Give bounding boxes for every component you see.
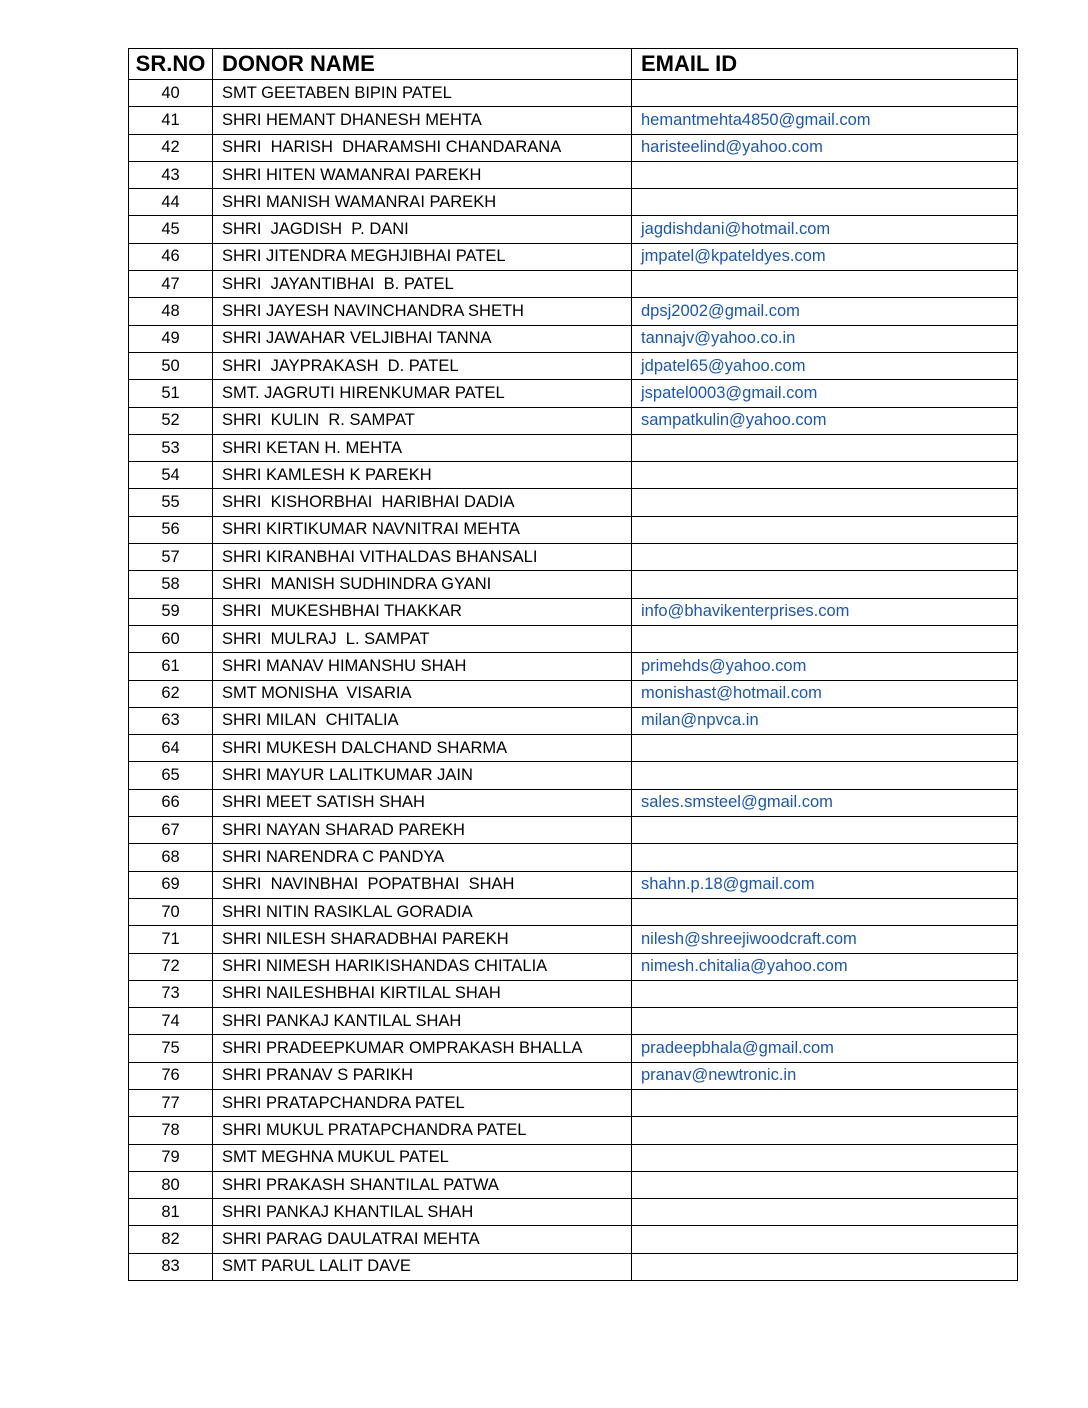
email-cell (632, 1199, 1018, 1226)
sr-no-cell: 81 (129, 1199, 213, 1226)
table-row (129, 325, 1018, 352)
table-row (129, 434, 1018, 461)
sr-no-cell: 47 (129, 271, 213, 298)
donor-name-cell: SMT. JAGRUTI HIRENKUMAR PATEL (213, 380, 632, 407)
email-cell[interactable]: sales.smsteel@gmail.com (632, 789, 1018, 816)
table-row (129, 216, 1018, 243)
donor-name-cell: SHRI PRADEEPKUMAR OMPRAKASH BHALLA (213, 1035, 632, 1062)
donor-name-cell: SHRI MANAV HIMANSHU SHAH (213, 653, 632, 680)
table-row (129, 707, 1018, 734)
email-cell[interactable]: milan@npvca.in (632, 707, 1018, 734)
table-row (129, 1035, 1018, 1062)
email-cell[interactable]: jagdishdani@hotmail.com (632, 216, 1018, 243)
email-cell (632, 980, 1018, 1007)
table-row (129, 680, 1018, 707)
table-row (129, 271, 1018, 298)
table-row (129, 1171, 1018, 1198)
email-cell (632, 817, 1018, 844)
table-row (129, 380, 1018, 407)
email-cell (632, 571, 1018, 598)
email-cell (632, 462, 1018, 489)
sr-no-cell: 78 (129, 1117, 213, 1144)
donor-name-cell: SHRI JITENDRA MEGHJIBHAI PATEL (213, 243, 632, 270)
sr-no-cell: 70 (129, 898, 213, 925)
donor-name-cell: SHRI NAVINBHAI POPATBHAI SHAH (213, 871, 632, 898)
sr-no-cell: 68 (129, 844, 213, 871)
donor-name-cell: SHRI MILAN CHITALIA (213, 707, 632, 734)
sr-no-cell: 67 (129, 817, 213, 844)
sr-no-cell: 62 (129, 680, 213, 707)
email-cell (632, 1008, 1018, 1035)
sr-no-cell: 48 (129, 298, 213, 325)
sr-no-cell: 77 (129, 1089, 213, 1116)
table-row (129, 1062, 1018, 1089)
email-cell (632, 1226, 1018, 1253)
sr-no-cell: 51 (129, 380, 213, 407)
email-cell (632, 80, 1018, 107)
donor-name-cell: SHRI MULRAJ L. SAMPAT (213, 625, 632, 652)
donor-name-cell: SHRI KAMLESH K PAREKH (213, 462, 632, 489)
sr-no-cell: 65 (129, 762, 213, 789)
donor-name-cell: SHRI KISHORBHAI HARIBHAI DADIA (213, 489, 632, 516)
table-row (129, 1144, 1018, 1171)
donor-name-cell: SMT PARUL LALIT DAVE (213, 1253, 632, 1280)
donor-name-cell: SHRI MANISH WAMANRAI PAREKH (213, 189, 632, 216)
table-row (129, 489, 1018, 516)
email-cell[interactable]: pradeepbhala@gmail.com (632, 1035, 1018, 1062)
donor-name-cell: SHRI NARENDRA C PANDYA (213, 844, 632, 871)
donor-name-cell: SMT GEETABEN BIPIN PATEL (213, 80, 632, 107)
donor-name-cell: SHRI NIMESH HARIKISHANDAS CHITALIA (213, 953, 632, 980)
donor-name-cell: SMT MEGHNA MUKUL PATEL (213, 1144, 632, 1171)
email-cell[interactable]: haristeelind@yahoo.com (632, 134, 1018, 161)
donor-name-cell: SHRI KETAN H. MEHTA (213, 434, 632, 461)
email-cell[interactable]: tannajv@yahoo.co.in (632, 325, 1018, 352)
sr-no-cell: 73 (129, 980, 213, 1007)
sr-no-cell: 56 (129, 516, 213, 543)
email-cell (632, 1089, 1018, 1116)
donor-name-cell: SHRI KIRTIKUMAR NAVNITRAI MEHTA (213, 516, 632, 543)
sr-no-cell: 74 (129, 1008, 213, 1035)
table-row (129, 107, 1018, 134)
sr-no-cell: 41 (129, 107, 213, 134)
email-cell (632, 489, 1018, 516)
sr-no-cell: 60 (129, 625, 213, 652)
table-row (129, 189, 1018, 216)
table-row (129, 1008, 1018, 1035)
table-row (129, 134, 1018, 161)
table-row (129, 926, 1018, 953)
table-row (129, 980, 1018, 1007)
sr-no-cell: 80 (129, 1171, 213, 1198)
email-cell (632, 1253, 1018, 1280)
sr-no-cell: 45 (129, 216, 213, 243)
email-cell[interactable]: pranav@newtronic.in (632, 1062, 1018, 1089)
email-cell[interactable]: jmpatel@kpateldyes.com (632, 243, 1018, 270)
sr-no-cell: 59 (129, 598, 213, 625)
sr-no-cell: 64 (129, 735, 213, 762)
email-cell (632, 762, 1018, 789)
donor-name-cell: SHRI JAGDISH P. DANI (213, 216, 632, 243)
sr-no-cell: 44 (129, 189, 213, 216)
email-cell[interactable]: jdpatel65@yahoo.com (632, 352, 1018, 379)
table-row (129, 762, 1018, 789)
donor-name-cell: SHRI PRATAPCHANDRA PATEL (213, 1089, 632, 1116)
sr-no-cell: 54 (129, 462, 213, 489)
table-row (129, 407, 1018, 434)
email-cell (632, 1117, 1018, 1144)
table-row (129, 1199, 1018, 1226)
sr-no-cell: 82 (129, 1226, 213, 1253)
donor-name-cell: SHRI KIRANBHAI VITHALDAS BHANSALI (213, 544, 632, 571)
donor-name-cell: SHRI PRAKASH SHANTILAL PATWA (213, 1171, 632, 1198)
sr-no-cell: 75 (129, 1035, 213, 1062)
donor-name-cell: SHRI NITIN RASIKLAL GORADIA (213, 898, 632, 925)
email-cell[interactable]: info@bhavikenterprises.com (632, 598, 1018, 625)
email-cell[interactable]: jspatel0003@gmail.com (632, 380, 1018, 407)
sr-no-cell: 61 (129, 653, 213, 680)
sr-no-cell: 63 (129, 707, 213, 734)
table-row (129, 898, 1018, 925)
email-cell[interactable]: nilesh@shreejiwoodcraft.com (632, 926, 1018, 953)
table-body (129, 80, 1018, 1281)
donor-name-cell: SHRI PARAG DAULATRAI MEHTA (213, 1226, 632, 1253)
table-row (129, 243, 1018, 270)
sr-no-cell: 52 (129, 407, 213, 434)
table-row (129, 789, 1018, 816)
sr-no-cell: 83 (129, 1253, 213, 1280)
email-cell[interactable]: sampatkulin@yahoo.com (632, 407, 1018, 434)
sr-no-cell: 46 (129, 243, 213, 270)
donor-name-cell: SHRI MEET SATISH SHAH (213, 789, 632, 816)
sr-no-cell: 50 (129, 352, 213, 379)
donor-name-cell: SHRI JAYESH NAVINCHANDRA SHETH (213, 298, 632, 325)
donor-name-cell: SHRI PRANAV S PARIKH (213, 1062, 632, 1089)
table-row (129, 598, 1018, 625)
donor-name-cell: SHRI MAYUR LALITKUMAR JAIN (213, 762, 632, 789)
table-row (129, 871, 1018, 898)
donor-name-cell: SHRI NILESH SHARADBHAI PAREKH (213, 926, 632, 953)
email-cell[interactable]: primehds@yahoo.com (632, 653, 1018, 680)
table-row (129, 1253, 1018, 1280)
donor-name-cell: SHRI MANISH SUDHINDRA GYANI (213, 571, 632, 598)
email-cell[interactable]: monishast@hotmail.com (632, 680, 1018, 707)
table-row (129, 1226, 1018, 1253)
sr-no-cell: 71 (129, 926, 213, 953)
donor-name-cell: SHRI JAYPRAKASH D. PATEL (213, 352, 632, 379)
table-row (129, 735, 1018, 762)
donor-name-cell: SHRI MUKESH DALCHAND SHARMA (213, 735, 632, 762)
donor-name-cell: SHRI PANKAJ KHANTILAL SHAH (213, 1199, 632, 1226)
donor-name-cell: SHRI HEMANT DHANESH MEHTA (213, 107, 632, 134)
sr-no-cell: 49 (129, 325, 213, 352)
email-cell (632, 161, 1018, 188)
donor-name-cell: SHRI HITEN WAMANRAI PAREKH (213, 161, 632, 188)
table-row (129, 298, 1018, 325)
donor-name-cell: SHRI NAYAN SHARAD PAREKH (213, 817, 632, 844)
sr-no-cell: 43 (129, 161, 213, 188)
table-row (129, 516, 1018, 543)
email-cell (632, 1171, 1018, 1198)
table-row (129, 817, 1018, 844)
donor-name-cell: SHRI MUKESHBHAI THAKKAR (213, 598, 632, 625)
table-row (129, 653, 1018, 680)
table-row (129, 352, 1018, 379)
donor-name-cell: SHRI KULIN R. SAMPAT (213, 407, 632, 434)
email-cell (632, 516, 1018, 543)
sr-no-cell: 40 (129, 80, 213, 107)
email-cell (632, 735, 1018, 762)
header-donor-name: DONOR NAME (213, 49, 632, 80)
sr-no-cell: 42 (129, 134, 213, 161)
sr-no-cell: 53 (129, 434, 213, 461)
table-header-row (129, 49, 1018, 80)
table-row (129, 953, 1018, 980)
donor-name-cell: SMT MONISHA VISARIA (213, 680, 632, 707)
email-cell (632, 625, 1018, 652)
email-cell (632, 898, 1018, 925)
email-cell (632, 544, 1018, 571)
email-cell (632, 189, 1018, 216)
table-row (129, 1117, 1018, 1144)
sr-no-cell: 76 (129, 1062, 213, 1089)
sr-no-cell: 79 (129, 1144, 213, 1171)
sr-no-cell: 69 (129, 871, 213, 898)
email-cell[interactable]: nimesh.chitalia@yahoo.com (632, 953, 1018, 980)
sr-no-cell: 66 (129, 789, 213, 816)
email-cell[interactable]: dpsj2002@gmail.com (632, 298, 1018, 325)
table-row (129, 80, 1018, 107)
email-cell (632, 844, 1018, 871)
email-cell (632, 434, 1018, 461)
table-row (129, 1089, 1018, 1116)
table-row (129, 462, 1018, 489)
header-sr-no: SR.NO (129, 49, 213, 80)
sr-no-cell: 55 (129, 489, 213, 516)
table-row (129, 571, 1018, 598)
email-cell[interactable]: shahn.p.18@gmail.com (632, 871, 1018, 898)
donor-name-cell: SHRI HARISH DHARAMSHI CHANDARANA (213, 134, 632, 161)
sr-no-cell: 72 (129, 953, 213, 980)
table-row (129, 625, 1018, 652)
donor-name-cell: SHRI JAWAHAR VELJIBHAI TANNA (213, 325, 632, 352)
header-email-id: EMAIL ID (632, 49, 1018, 80)
sr-no-cell: 57 (129, 544, 213, 571)
table-row (129, 544, 1018, 571)
donor-name-cell: SHRI MUKUL PRATAPCHANDRA PATEL (213, 1117, 632, 1144)
donor-name-cell: SHRI PANKAJ KANTILAL SHAH (213, 1008, 632, 1035)
email-cell (632, 271, 1018, 298)
sr-no-cell: 58 (129, 571, 213, 598)
table-row (129, 844, 1018, 871)
donor-name-cell: SHRI JAYANTIBHAI B. PATEL (213, 271, 632, 298)
donor-name-cell: SHRI NAILESHBHAI KIRTILAL SHAH (213, 980, 632, 1007)
table-row (129, 161, 1018, 188)
donor-table (128, 48, 1018, 1281)
email-cell[interactable]: hemantmehta4850@gmail.com (632, 107, 1018, 134)
email-cell (632, 1144, 1018, 1171)
